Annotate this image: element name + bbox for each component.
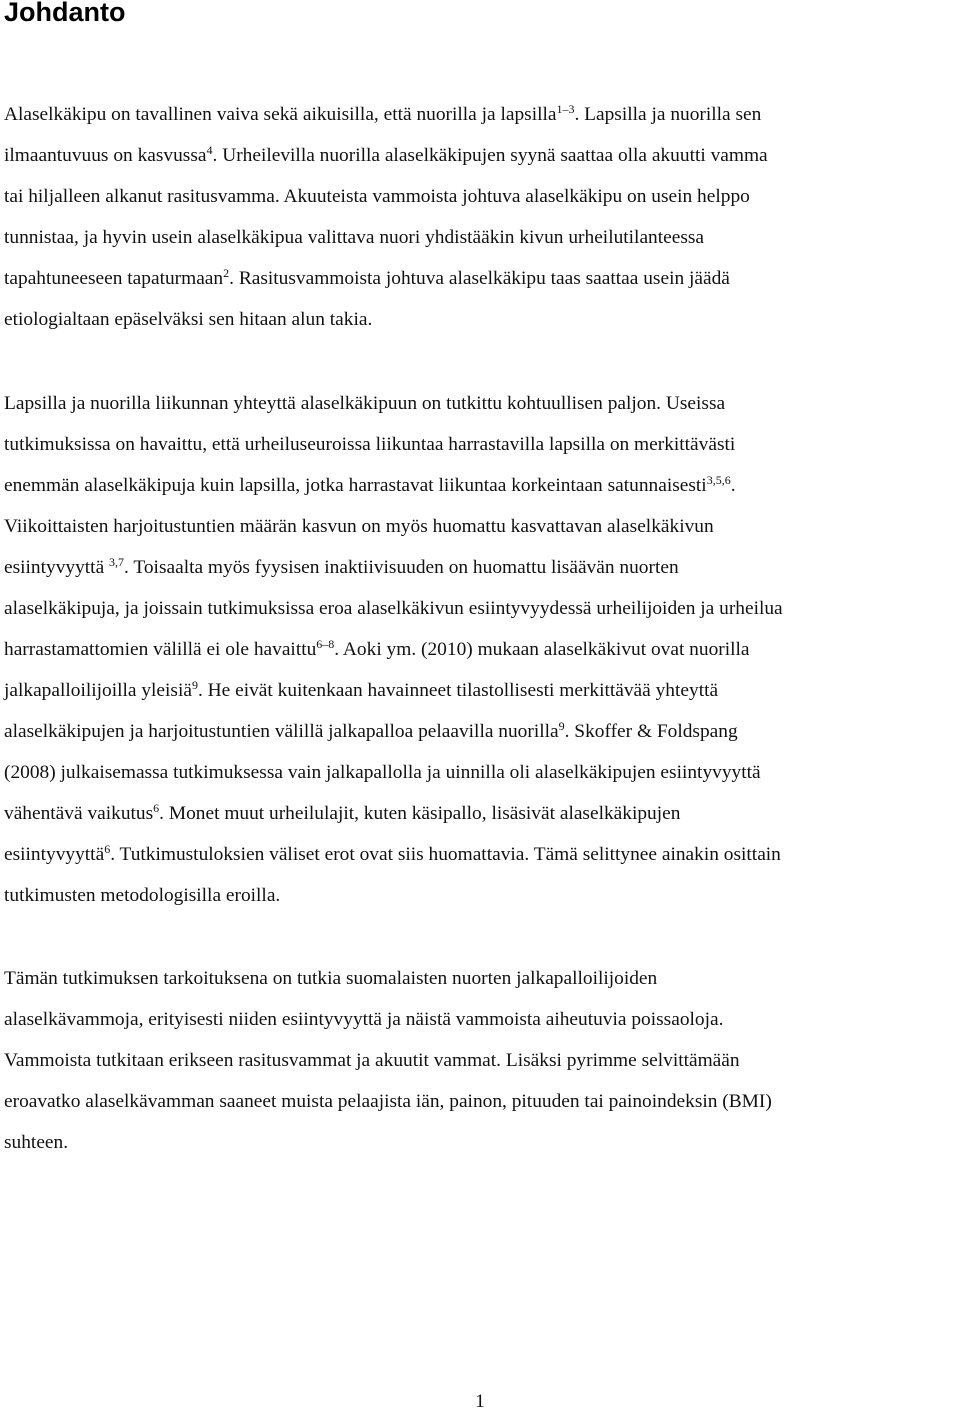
citation-superscript: 6 [104,842,111,856]
citation-superscript: 2 [223,266,230,280]
text-run: esiintyvyyttä [4,557,110,578]
paragraph-intro [4,94,960,340]
text-run: Lapsilla ja nuorilla liikunnan yhteyttä alaselkäkipuun on tutkittu kohtuullisen paljon. Useissa [4,393,726,414]
text-line [4,834,960,875]
text-run: tunnistaa, ja hyvin usein alaselkäkipua valittava nuori yhdistääkin kivun urheilutilanteessa [4,227,705,248]
text-run: . Skoffer & Foldspang [564,721,738,742]
text-run: vähentävä vaikutus [4,803,154,824]
text-line [4,299,960,340]
text-line [4,94,960,135]
text-run: . He eivät kuitenkaan havainneet tilastollisesti merkittävää yhteyttä [197,680,719,701]
text-run: ilmaantuvuus on kasvussa [4,145,207,166]
text-run: . Urheilevilla nuorilla alaselkäkipujen syynä saattaa olla akuutti vamma [212,145,768,166]
text-run: . Monet muut urheilulajit, kuten käsipallo, lisäsivät alaselkäkipujen [159,803,681,824]
text-run: . Lapsilla ja nuorilla sen [574,104,762,125]
text-run: . Rasitusvammoista johtuva alaselkäkipu taas saattaa usein jäädä [229,268,730,289]
citation-superscript: 9 [191,678,198,692]
text-run: tai hiljalleen alkanut rasitusvamma. Akuuteista vammoista johtuva alaselkäkipu on usein helppo [4,186,750,207]
text-line [4,383,960,424]
citation-superscript: 1–3 [556,102,575,116]
text-run: . Toisaalta myös fyysisen inaktiivisuuden on huomattu lisäävän nuorten [124,557,679,578]
text-run: suhteen. [4,1132,69,1153]
text-run: Vammoista tutkitaan erikseen rasitusvammat ja akuutit vammat. Lisäksi pyrimme selvittämään [4,1050,740,1071]
text-line [4,465,960,506]
text-line [4,752,960,793]
text-line [4,258,960,299]
text-run: enemmän alaselkäkipuja kuin lapsilla, jotka harrastavat liikuntaa korkeintaan satunnaisesti [4,475,707,496]
text-run: . Tutkimustuloksien väliset erot ovat siis huomattavia. Tämä selittynee ainakin osittain [110,844,781,865]
citation-superscript: 3,5,6 [706,473,731,487]
text-line [4,629,960,670]
text-run: . [730,475,736,496]
text-line [4,711,960,752]
text-line [4,1081,960,1122]
paragraph-aim [4,958,960,1163]
text-run: (2008) julkaisemassa tutkimuksessa vain jalkapallolla ja uinnilla oli alaselkäkipujen esiintyvyyttä [4,762,761,783]
text-run: harrastamattomien välillä ei ole havaittu [4,639,317,660]
text-run: tutkimusten metodologisilla eroilla. [4,885,281,906]
citation-superscript: 4 [206,143,213,157]
page-number: 1 [475,1391,485,1412]
text-line [4,176,960,217]
text-line [4,958,960,999]
text-run: eroavatko alaselkävamman saaneet muista pelaajista iän, painon, pituuden tai painoindeksin (BMI) [4,1091,772,1112]
text-line [4,999,960,1040]
text-line [4,135,960,176]
text-run: alaselkäkipujen ja harjoitustuntien välillä jalkapalloa pelaavilla nuorilla [4,721,559,742]
text-run: . Aoki ym. (2010) mukaan alaselkäkivut ovat nuorilla [334,639,750,660]
text-line [4,588,960,629]
text-line [4,1040,960,1081]
paragraph-background [4,383,960,916]
citation-superscript: 3,7 [109,555,125,569]
text-line [4,1122,960,1163]
text-line [4,424,960,465]
text-run: alaselkävammoja, erityisesti niiden esiintyvyyttä ja näistä vammoista aiheutuvia poissaoloja. [4,1009,724,1030]
text-run: Tämän tutkimuksen tarkoituksena on tutkia suomalaisten nuorten jalkapalloilijoiden [4,968,658,989]
text-line [4,670,960,711]
text-line [4,793,960,834]
text-run: Viikoittaisten harjoitustuntien määrän kasvun on myös huomattu kasvattavan alaselkäkivun [4,516,714,537]
citation-superscript: 9 [558,719,565,733]
text-run: esiintyvyyttä [4,844,105,865]
text-run: tapahtuneeseen tapaturmaan [4,268,224,289]
section-heading: Johdanto [4,0,126,27]
text-line [4,217,960,258]
text-run: etiologialtaan epäselväksi sen hitaan alun takia. [4,309,373,330]
text-run: Alaselkäkipu on tavallinen vaiva sekä aikuisilla, että nuorilla ja lapsilla [4,104,557,125]
text-run: alaselkäkipuja, ja joissain tutkimuksissa eroa alaselkäkivun esiintyvyydessä urheilijoiden ja urheilua [4,598,783,619]
text-line [4,547,960,588]
citation-superscript: 6 [153,801,160,815]
text-run: jalkapalloilijoilla yleisiä [4,680,192,701]
citation-superscript: 6–8 [316,637,335,651]
text-line [4,506,960,547]
text-line [4,875,960,916]
text-run: tutkimuksissa on havaittu, että urheiluseuroissa liikuntaa harrastavilla lapsilla on merkittävästi [4,434,736,455]
